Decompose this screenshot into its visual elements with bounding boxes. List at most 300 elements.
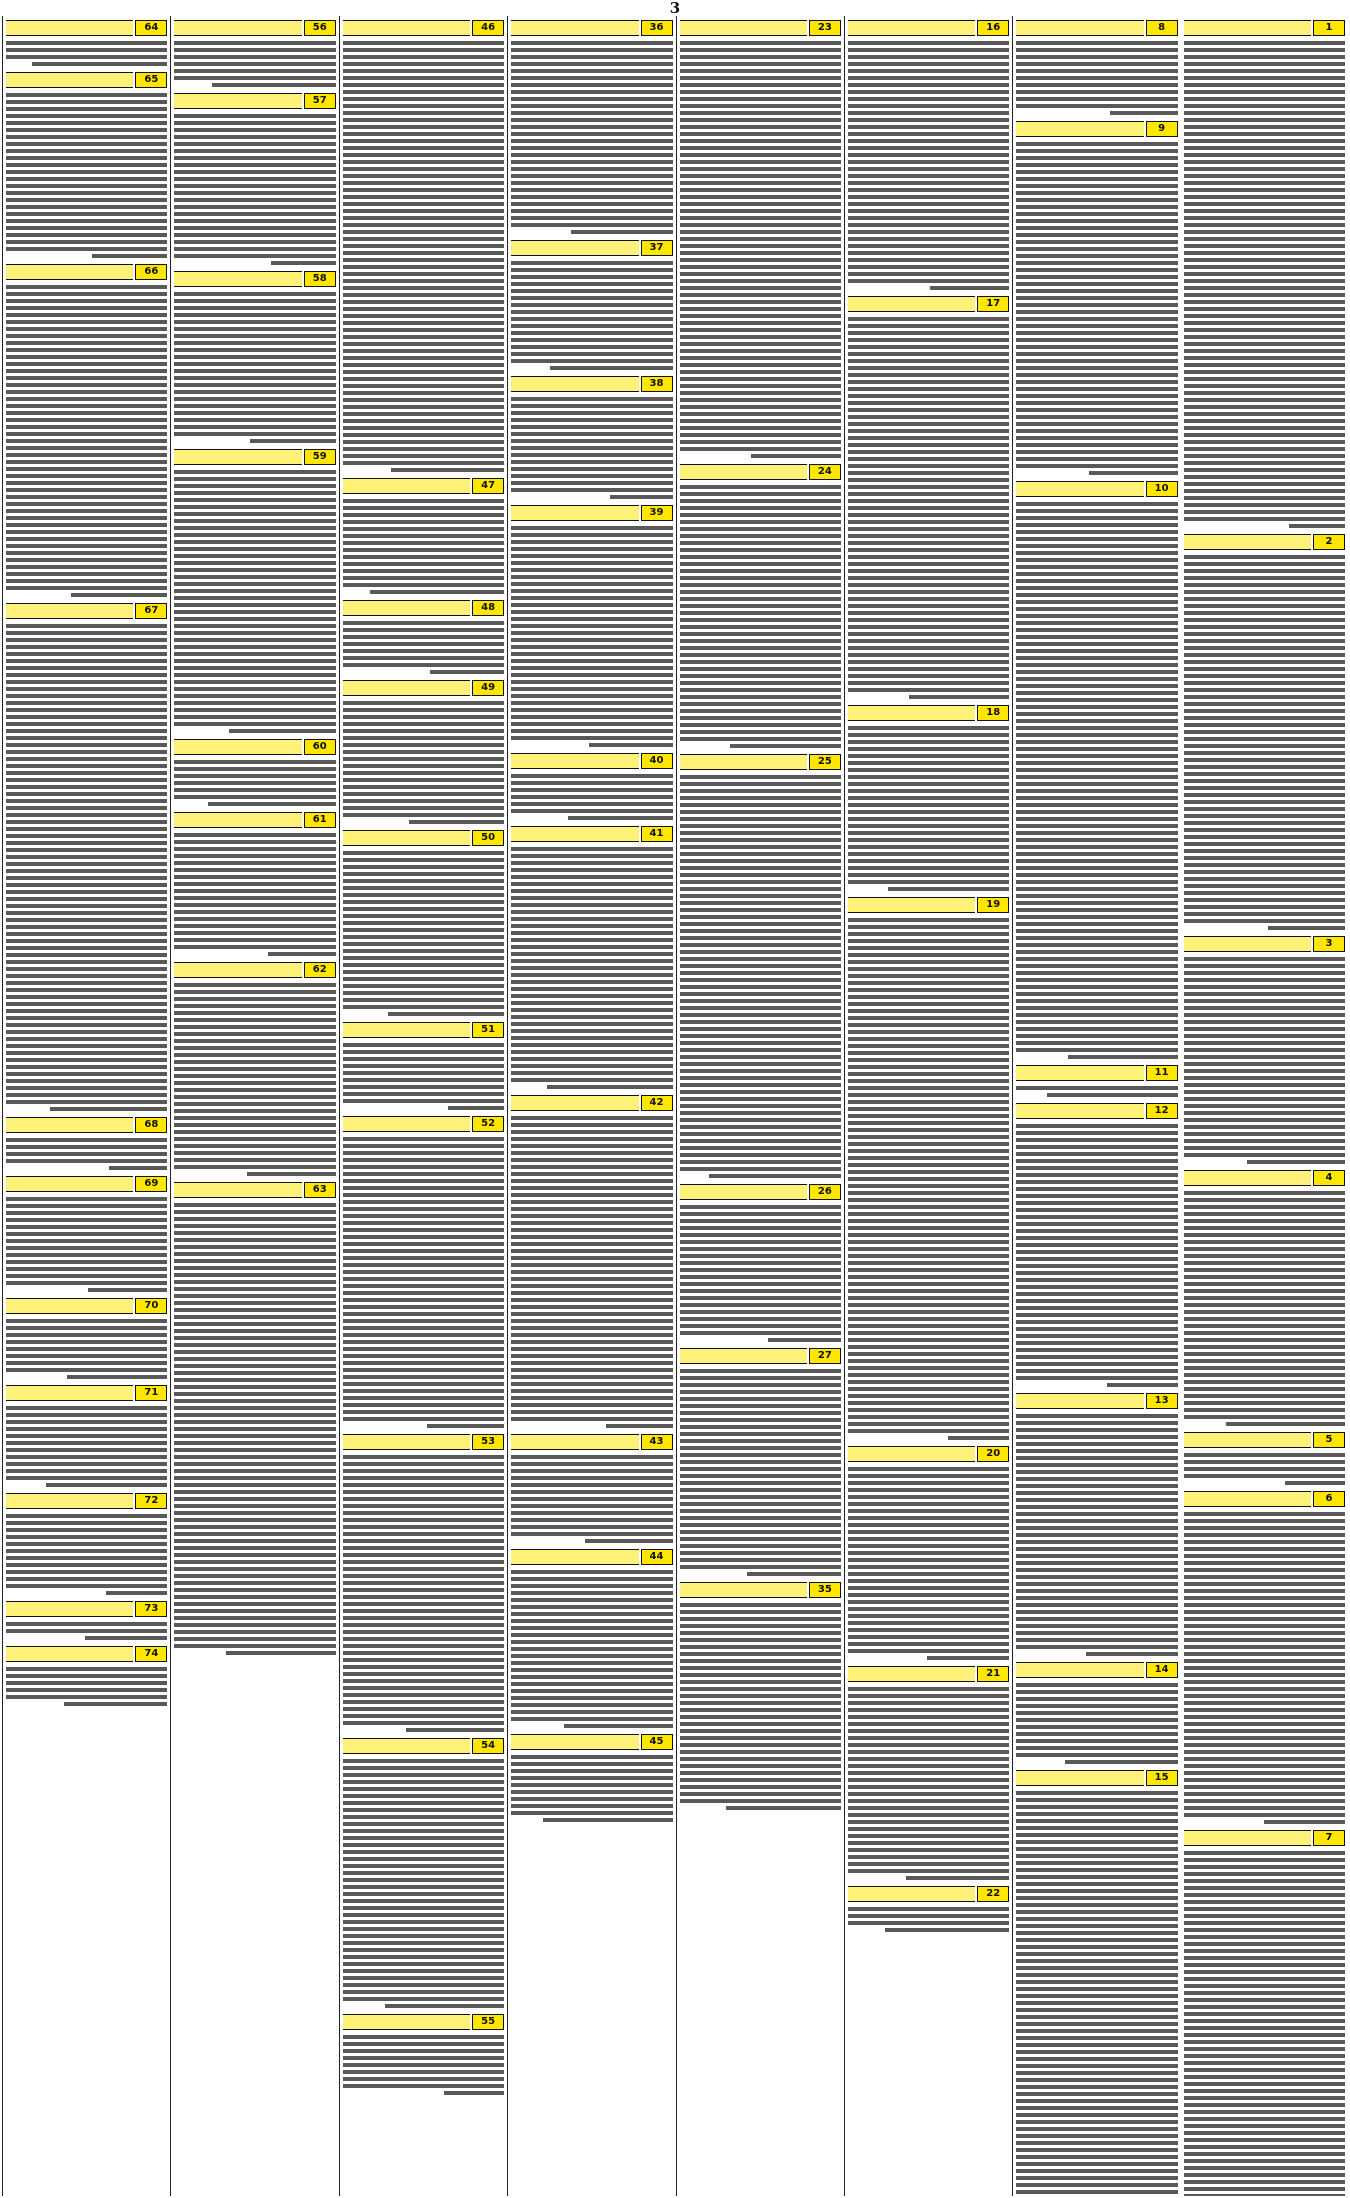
text-line	[1184, 1680, 1345, 1684]
text-line	[174, 1637, 335, 1641]
text-line	[343, 69, 504, 73]
text-line	[6, 806, 167, 810]
text-line	[1184, 1289, 1345, 1293]
case-header-bar	[1016, 481, 1143, 497]
text-line	[1184, 583, 1345, 587]
text-line	[511, 174, 672, 178]
text-line	[511, 1298, 672, 1302]
text-line	[174, 397, 335, 401]
text-line	[848, 478, 1009, 482]
text-line	[1016, 275, 1177, 279]
case-number-badge: 10	[1146, 481, 1178, 497]
text-line	[343, 1483, 504, 1487]
text-line	[848, 125, 1009, 129]
text-line	[680, 1722, 841, 1726]
text-line	[1184, 370, 1345, 374]
text-line	[848, 1771, 1009, 1775]
text-line	[1016, 233, 1177, 237]
text-line	[848, 653, 1009, 657]
text-line	[511, 1144, 672, 1148]
text-line	[174, 404, 335, 408]
text-line	[174, 1525, 335, 1529]
case-item	[174, 447, 335, 737]
text-line	[1016, 1812, 1177, 1816]
text-line	[6, 1065, 167, 1069]
text-line	[6, 981, 167, 985]
text-line	[848, 345, 1009, 349]
text-line	[6, 967, 167, 971]
case-text-body	[6, 1618, 167, 1644]
text-line	[848, 1778, 1009, 1782]
text-line	[174, 1301, 335, 1305]
text-line	[1016, 1739, 1177, 1743]
text-line	[511, 694, 672, 698]
text-line	[848, 775, 1009, 779]
case-text-body	[343, 1039, 504, 1114]
text-line	[848, 597, 1009, 601]
text-line	[680, 1404, 841, 1408]
case-text-body	[848, 914, 1009, 1444]
text-line	[174, 1095, 335, 1099]
text-line	[848, 761, 1009, 765]
text-line	[848, 995, 1009, 999]
text-line	[1184, 1212, 1345, 1216]
text-line	[6, 715, 167, 719]
text-line	[1184, 2026, 1345, 2030]
text-line	[511, 1762, 672, 1766]
text-line	[343, 405, 504, 409]
text-line	[511, 1249, 672, 1253]
text-line	[1184, 1034, 1345, 1038]
text-line	[174, 1046, 335, 1050]
text-line	[406, 1728, 504, 1732]
text-line	[848, 167, 1009, 171]
text-line	[343, 1270, 504, 1274]
case-header-bar	[6, 1117, 133, 1133]
text-line	[848, 1422, 1009, 1426]
text-line	[1016, 1505, 1177, 1509]
text-line	[680, 1212, 841, 1216]
text-line	[848, 974, 1009, 978]
text-line	[1016, 663, 1177, 667]
case-number-badge: 64	[135, 20, 167, 36]
text-line	[174, 240, 335, 244]
text-line	[174, 781, 335, 785]
text-line	[1184, 1970, 1345, 1974]
text-line	[343, 1567, 504, 1571]
text-line	[1016, 1711, 1177, 1715]
text-line	[174, 997, 335, 1001]
text-line	[343, 914, 504, 918]
text-line	[1184, 90, 1345, 94]
text-line	[1016, 373, 1177, 377]
text-line	[680, 660, 841, 664]
text-line	[343, 1773, 504, 1777]
case-header	[343, 1022, 504, 1038]
text-line	[1047, 1093, 1178, 1097]
text-line	[511, 645, 672, 649]
text-line	[680, 447, 841, 451]
text-line	[1184, 349, 1345, 353]
text-line	[680, 132, 841, 136]
text-line	[1016, 443, 1177, 447]
text-line	[6, 883, 167, 887]
text-line	[848, 1516, 1009, 1520]
case-header-bar	[343, 20, 470, 36]
text-line	[1016, 1589, 1177, 1593]
text-line	[6, 41, 167, 45]
text-line	[906, 1876, 1009, 1880]
text-line	[174, 491, 335, 495]
text-line	[1184, 510, 1345, 514]
text-line	[1016, 1861, 1177, 1865]
text-line	[1184, 188, 1345, 192]
text-line	[1016, 282, 1177, 286]
text-line	[343, 506, 504, 510]
text-line	[1184, 1851, 1345, 1855]
text-line	[680, 118, 841, 122]
text-line	[550, 366, 673, 370]
text-line	[848, 1086, 1009, 1090]
text-line	[1184, 1610, 1345, 1614]
text-line	[1184, 328, 1345, 332]
text-line	[1184, 1408, 1345, 1412]
text-line	[343, 447, 504, 451]
text-line	[343, 576, 504, 580]
text-line	[511, 1029, 672, 1033]
text-line	[848, 768, 1009, 772]
text-line	[1184, 1886, 1345, 1890]
text-line	[1184, 639, 1345, 643]
text-line	[848, 1030, 1009, 1034]
text-line	[1184, 1638, 1345, 1642]
case-number-badge: 67	[135, 603, 167, 619]
text-line	[343, 715, 504, 719]
text-line	[511, 1776, 672, 1780]
text-line	[848, 1359, 1009, 1363]
text-line	[511, 966, 672, 970]
text-line	[511, 1462, 672, 1466]
text-line	[343, 1228, 504, 1232]
text-line	[848, 1834, 1009, 1838]
text-line	[680, 1551, 841, 1555]
text-line	[6, 1326, 167, 1330]
case-header-bar	[848, 20, 975, 36]
columns-container	[0, 16, 1350, 2196]
text-line	[848, 506, 1009, 510]
text-line	[680, 1048, 841, 1052]
text-line	[680, 377, 841, 381]
text-line	[680, 1523, 841, 1527]
text-line	[1184, 1858, 1345, 1862]
text-line	[848, 1827, 1009, 1831]
text-line	[848, 1607, 1009, 1611]
case-number-badge: 15	[1146, 1770, 1178, 1786]
text-line	[6, 558, 167, 562]
case-header-bar	[1016, 1770, 1143, 1786]
text-line	[1016, 908, 1177, 912]
text-line	[1016, 1753, 1177, 1757]
text-line	[680, 576, 841, 580]
text-line	[511, 1008, 672, 1012]
text-line	[1016, 530, 1177, 534]
case-number-badge: 54	[472, 1738, 504, 1754]
text-line	[1184, 2096, 1345, 2100]
text-line	[848, 415, 1009, 419]
text-line	[848, 541, 1009, 545]
text-line	[511, 474, 672, 478]
text-line	[1016, 1847, 1177, 1851]
text-line	[6, 411, 167, 415]
case-header-bar	[511, 1549, 638, 1565]
text-line	[6, 114, 167, 118]
case-text-body	[511, 37, 672, 238]
text-line	[1016, 677, 1177, 681]
case-text-body	[6, 1315, 167, 1383]
text-line	[848, 1813, 1009, 1817]
text-line	[511, 638, 672, 642]
text-line	[1184, 1596, 1345, 1600]
text-line	[174, 299, 335, 303]
text-line	[1016, 810, 1177, 814]
text-line	[848, 69, 1009, 73]
text-line	[343, 792, 504, 796]
text-line	[174, 1032, 335, 1036]
text-line	[511, 160, 672, 164]
column-7	[170, 16, 338, 2196]
text-line	[6, 1319, 167, 1323]
case-item	[343, 476, 504, 598]
text-line	[511, 1584, 672, 1588]
text-line	[174, 306, 335, 310]
text-line	[1016, 705, 1177, 709]
text-line	[6, 306, 167, 310]
text-line	[511, 526, 672, 530]
case-number-badge: 5	[1313, 1432, 1345, 1448]
text-line	[1184, 1914, 1345, 1918]
text-line	[1016, 621, 1177, 625]
text-line	[343, 314, 504, 318]
text-line	[6, 247, 167, 251]
text-line	[1268, 926, 1345, 930]
case-header-bar	[1016, 1662, 1143, 1678]
text-line	[1184, 2033, 1345, 2037]
text-line	[848, 237, 1009, 241]
text-line	[247, 1172, 336, 1176]
text-line	[511, 153, 672, 157]
case-item	[1184, 18, 1345, 532]
text-line	[1184, 1373, 1345, 1377]
text-line	[511, 1790, 672, 1794]
case-item	[1184, 532, 1345, 934]
text-line	[174, 1116, 335, 1120]
text-line	[343, 513, 504, 517]
text-line	[6, 320, 167, 324]
case-item	[6, 1599, 167, 1644]
text-line	[1016, 1477, 1177, 1481]
text-line	[511, 181, 672, 185]
case-header	[511, 20, 672, 36]
text-line	[680, 48, 841, 52]
text-line	[680, 440, 841, 444]
text-line	[6, 418, 167, 422]
text-line	[1016, 55, 1177, 59]
text-line	[1016, 226, 1177, 230]
text-line	[174, 882, 335, 886]
text-line	[680, 915, 841, 919]
text-line	[1184, 1977, 1345, 1981]
text-line	[343, 251, 504, 255]
text-line	[343, 1511, 504, 1515]
text-line	[680, 146, 841, 150]
text-line	[680, 1544, 841, 1548]
text-line	[1016, 212, 1177, 216]
text-line	[927, 1656, 1009, 1660]
text-line	[343, 1193, 504, 1197]
text-line	[343, 642, 504, 646]
text-line	[680, 153, 841, 157]
text-line	[1184, 1027, 1345, 1031]
text-line	[511, 680, 672, 684]
text-line	[511, 980, 672, 984]
text-line	[848, 562, 1009, 566]
text-line	[511, 1001, 672, 1005]
text-line	[343, 1504, 504, 1508]
case-number-badge: 60	[304, 739, 336, 755]
text-line	[848, 450, 1009, 454]
text-line	[6, 1281, 167, 1285]
text-line	[1016, 992, 1177, 996]
text-line	[1016, 922, 1177, 926]
text-line	[511, 216, 672, 220]
text-line	[1016, 1791, 1177, 1795]
text-line	[174, 533, 335, 537]
text-line	[1016, 1264, 1177, 1268]
case-header	[1016, 1770, 1177, 1786]
text-line	[1184, 1991, 1345, 1995]
case-header	[1016, 1393, 1177, 1409]
case-header	[1016, 1103, 1177, 1119]
text-line	[6, 327, 167, 331]
text-line	[1184, 1132, 1345, 1136]
text-line	[1184, 125, 1345, 129]
text-line	[1184, 1111, 1345, 1115]
text-line	[848, 513, 1009, 517]
text-line	[848, 436, 1009, 440]
text-line	[343, 307, 504, 311]
text-line	[1016, 2071, 1177, 2075]
case-number-badge: 9	[1146, 121, 1178, 137]
text-line	[409, 820, 504, 824]
text-line	[848, 1247, 1009, 1251]
text-line	[1016, 775, 1177, 779]
text-line	[680, 279, 841, 283]
text-line	[511, 631, 672, 635]
text-line	[226, 1651, 336, 1655]
text-line	[1184, 1893, 1345, 1897]
text-line	[511, 1675, 672, 1679]
text-line	[1016, 1362, 1177, 1366]
text-line	[848, 118, 1009, 122]
case-number-badge: 20	[977, 1446, 1009, 1462]
text-line	[6, 170, 167, 174]
text-line	[1016, 1610, 1177, 1614]
text-line	[1016, 698, 1177, 702]
text-line	[6, 1211, 167, 1215]
case-header-bar	[343, 1022, 470, 1038]
text-line	[6, 652, 167, 656]
text-line	[1016, 1840, 1177, 1844]
text-line	[511, 97, 672, 101]
text-line	[174, 1158, 335, 1162]
text-line	[848, 1296, 1009, 1300]
text-line	[511, 1207, 672, 1211]
case-text-body	[6, 89, 167, 262]
text-line	[848, 139, 1009, 143]
text-line	[680, 1062, 841, 1066]
case-header-bar	[680, 464, 807, 480]
text-line	[1016, 1285, 1177, 1289]
text-line	[680, 1736, 841, 1740]
case-header	[511, 1095, 672, 1111]
text-line	[680, 1757, 841, 1761]
text-line	[1016, 1215, 1177, 1219]
text-line	[1016, 600, 1177, 604]
text-line	[1016, 2106, 1177, 2110]
text-line	[1184, 426, 1345, 430]
text-line	[174, 1217, 335, 1221]
text-line	[511, 223, 672, 227]
text-line	[1016, 345, 1177, 349]
text-line	[680, 384, 841, 388]
text-line	[848, 181, 1009, 185]
text-line	[174, 226, 335, 230]
text-line	[1184, 744, 1345, 748]
text-line	[1184, 1666, 1345, 1670]
text-line	[6, 1030, 167, 1034]
case-text-body	[680, 37, 841, 462]
text-line	[343, 527, 504, 531]
text-line	[343, 223, 504, 227]
text-line	[848, 953, 1009, 957]
text-line	[1184, 1526, 1345, 1530]
text-line	[343, 125, 504, 129]
text-line	[1184, 335, 1345, 339]
text-line	[1016, 1222, 1177, 1226]
text-line	[1184, 2040, 1345, 2044]
text-line	[848, 1708, 1009, 1712]
text-line	[511, 1057, 672, 1061]
text-line	[848, 852, 1009, 856]
text-line	[511, 359, 672, 363]
text-line	[174, 1644, 335, 1648]
text-line	[680, 653, 841, 657]
text-line	[511, 418, 672, 422]
case-header-bar	[174, 93, 301, 109]
text-line	[680, 398, 841, 402]
text-line	[680, 831, 841, 835]
text-line	[1184, 1062, 1345, 1066]
text-line	[174, 355, 335, 359]
text-line	[747, 1572, 841, 1576]
text-line	[343, 174, 504, 178]
text-line	[680, 139, 841, 143]
text-line	[511, 1619, 672, 1623]
text-line	[343, 265, 504, 269]
text-line	[174, 680, 335, 684]
text-line	[6, 240, 167, 244]
text-line	[511, 289, 672, 293]
